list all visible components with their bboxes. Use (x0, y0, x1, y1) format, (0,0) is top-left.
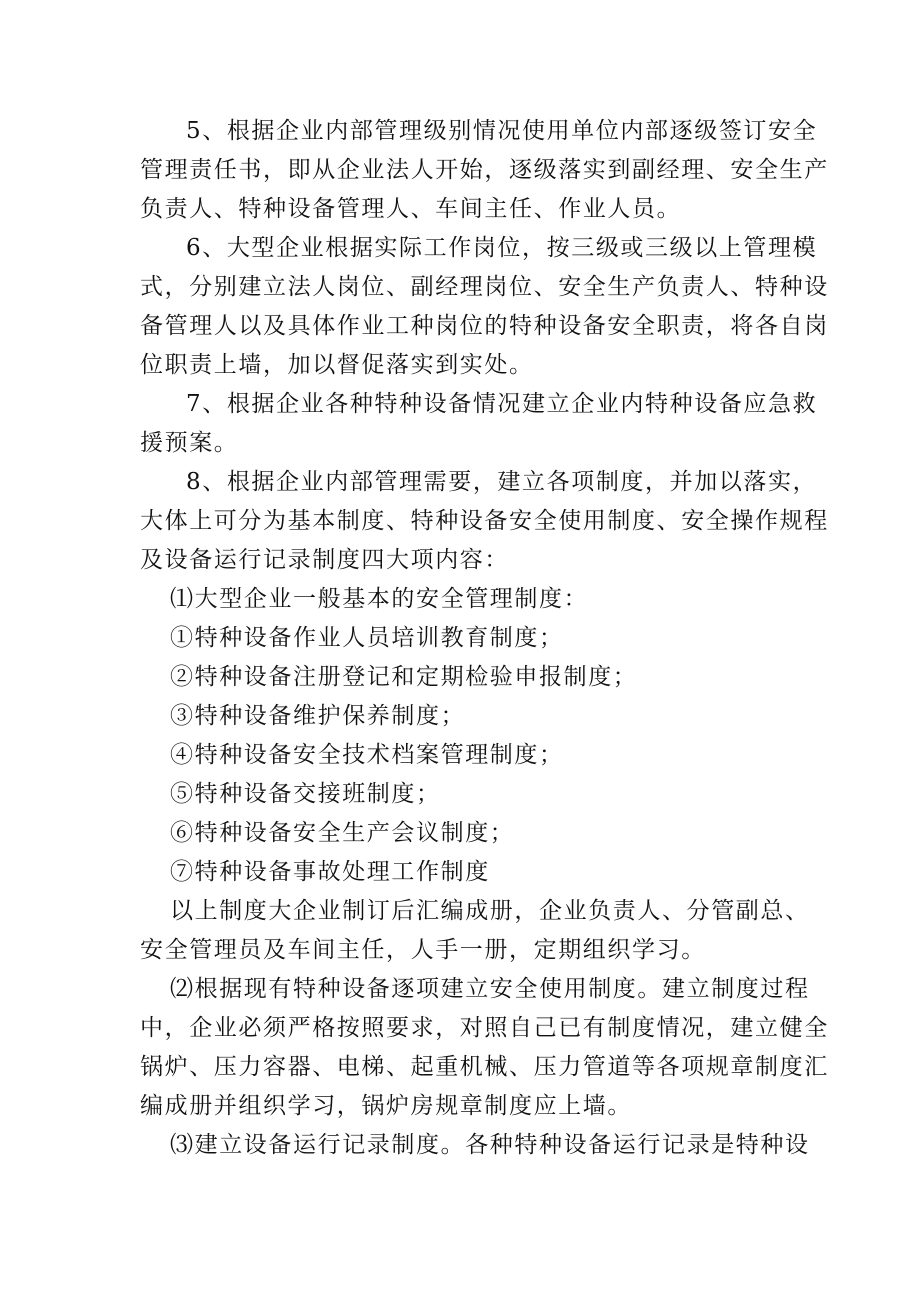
paragraph-6-line-3: 备管理人以及具体作业工种岗位的特种设备安全职责，将各自岗 (140, 313, 829, 339)
paragraph-8-line-1: 8、根据企业内部管理需要，建立各项制度，并加以落实， (186, 469, 818, 495)
summary-line-2: 安全管理员及车间主任，人手一册，定期组织学习。 (140, 937, 706, 963)
paragraph-6-line-1: 6、大型企业根据实际工作岗位，按三级或三级以上管理模 (186, 235, 818, 261)
section-2-line-1: ⑵根据现有特种设备逐项建立安全使用制度。建立制度过程 (170, 976, 810, 1002)
paragraph-6-line-2: 式，分别建立法人岗位、副经理岗位、安全生产负责人、特种设 (140, 274, 829, 300)
paragraph-7-line-1: 7、根据企业各种特种设备情况建立企业内特种设备应急救 (186, 391, 818, 417)
list-item-7: ⑦特种设备事故处理工作制度 (170, 859, 490, 885)
section-1-heading: ⑴大型企业一般基本的安全管理制度： (170, 586, 589, 612)
paragraph-5-line-2: 管理责任书，即从企业法人开始，逐级落实到副经理、安全生产 (140, 157, 829, 183)
paragraph-6-line-4: 位职责上墙，加以督促落实到实处。 (140, 352, 534, 378)
list-item-6: ⑥特种设备安全生产会议制度； (170, 820, 515, 846)
list-item-2: ②特种设备注册登记和定期检验申报制度； (170, 664, 638, 690)
document-body (140, 112, 829, 1165)
section-3-line-1: ⑶建立设备运行记录制度。各种特种设备运行记录是特种设 (170, 1132, 810, 1158)
list-item-3: ③特种设备维护保养制度； (170, 703, 466, 729)
section-2-line-2: 中，企业必须严格按照要求，对照自己已有制度情况，建立健全 (140, 1015, 829, 1041)
list-item-5: ⑤特种设备交接班制度； (170, 781, 441, 807)
section-2-line-4: 编成册并组织学习，锅炉房规章制度应上墙。 (140, 1093, 632, 1119)
list-item-4: ④特种设备安全技术档案管理制度； (170, 742, 564, 768)
paragraph-8-line-2: 大体上可分为基本制度、特种设备安全使用制度、安全操作规程 (140, 508, 829, 534)
paragraph-7-line-2: 援预案。 (140, 430, 239, 456)
paragraph-5-line-3: 负责人、特种设备管理人、车间主任、作业人员。 (140, 196, 682, 222)
summary-line-1: 以上制度大企业制订后汇编成册，企业负责人、分管副总、 (170, 898, 810, 924)
paragraph-8-line-3: 及设备运行记录制度四大项内容： (140, 547, 509, 573)
paragraph-5-line-1: 5、根据企业内部管理级别情况使用单位内部逐级签订安全 (186, 118, 818, 144)
section-2-line-3: 锅炉、压力容器、电梯、起重机械、压力管道等各项规章制度汇 (140, 1054, 829, 1080)
list-item-1: ①特种设备作业人员培训教育制度； (170, 625, 564, 651)
